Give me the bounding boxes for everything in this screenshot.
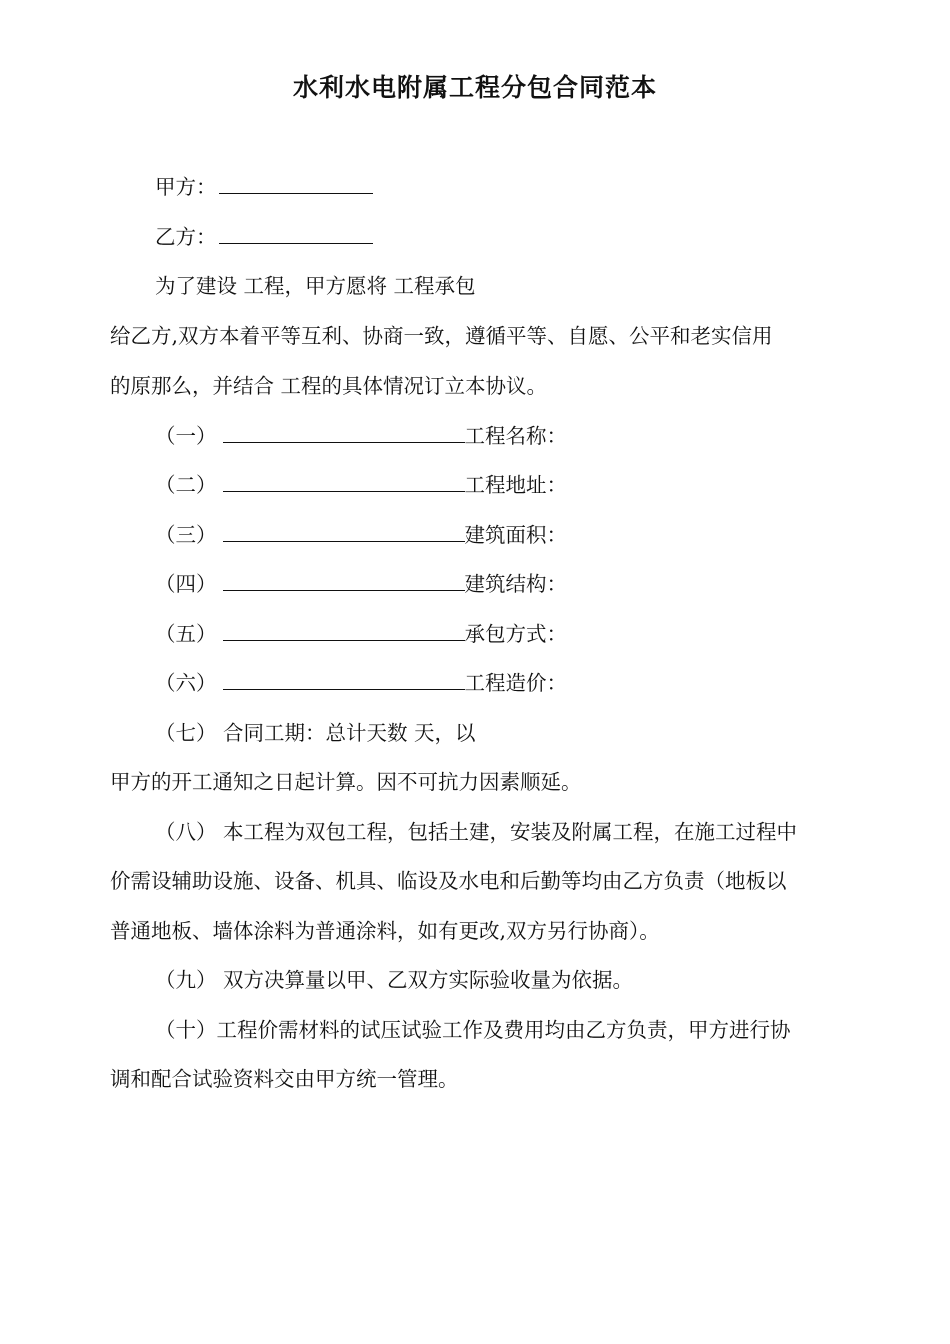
item-number: （三）	[155, 523, 217, 547]
item-project-cost	[155, 668, 567, 698]
item-number: （五）	[155, 622, 217, 646]
intro-line-1: 为了建设 工程，甲方愿将 工程承包	[155, 274, 476, 298]
clause-7-line-2: 甲方的开工通知之日起计算。因不可抗力因素顺延。	[110, 770, 582, 794]
item-blank	[223, 471, 465, 492]
item-label: 建筑面积：	[464, 523, 567, 547]
item-blank	[223, 570, 465, 591]
clause-9-line-1: （九） 双方决算量以甲、乙双方实际验收量为依据。	[155, 968, 634, 992]
clause-8-line-1: （八） 本工程为双包工程，包括土建，安装及附属工程，在施工过程中	[155, 820, 798, 844]
item-building-area	[155, 520, 567, 550]
item-number: （一）	[155, 424, 217, 448]
party-b-line	[155, 222, 373, 252]
item-building-structure	[155, 569, 567, 599]
item-project-address	[155, 470, 567, 500]
clause-10-line-1: （十）工程价需材料的试压试验工作及费用均由乙方负责，甲方进行协	[155, 1018, 791, 1042]
item-number: （六）	[155, 671, 217, 695]
document-title: 水利水电附属工程分包合同范本	[292, 73, 657, 102]
item-label: 工程地址：	[464, 473, 567, 497]
item-number: （二）	[155, 473, 217, 497]
clause-8-line-2: 价需设辅助设施、设备、机具、临设及水电和后勤等均由乙方负责（地板以	[110, 869, 787, 893]
party-a-blank	[219, 173, 373, 194]
item-label: 建筑结构：	[464, 572, 567, 596]
clause-7-line-1: （七） 合同工期：总计天数 天，以	[155, 721, 476, 745]
item-project-name	[155, 421, 567, 451]
item-label: 承包方式：	[464, 622, 567, 646]
intro-line-3: 的原那么，并结合 工程的具体情况订立本协议。	[110, 374, 548, 398]
item-blank	[223, 669, 465, 690]
party-b-blank	[219, 223, 373, 244]
clause-10-line-2: 调和配合试验资料交由甲方统一管理。	[110, 1067, 459, 1091]
item-blank	[223, 521, 465, 542]
clause-8-line-3: 普通地板、墙体涂料为普通涂料，如有更改,双方另行协商）。	[110, 919, 660, 943]
party-b-label: 乙方：	[155, 225, 217, 249]
item-label: 工程名称：	[464, 424, 567, 448]
intro-line-2: 给乙方,双方本着平等互利、协商一致，遵循平等、自愿、公平和老实信用	[110, 324, 773, 348]
item-blank	[223, 422, 465, 443]
item-contract-method	[155, 619, 567, 649]
item-blank	[223, 620, 465, 641]
party-a-label: 甲方：	[155, 175, 217, 199]
item-number: （四）	[155, 572, 217, 596]
party-a-line	[155, 172, 373, 202]
item-label: 工程造价：	[464, 671, 567, 695]
